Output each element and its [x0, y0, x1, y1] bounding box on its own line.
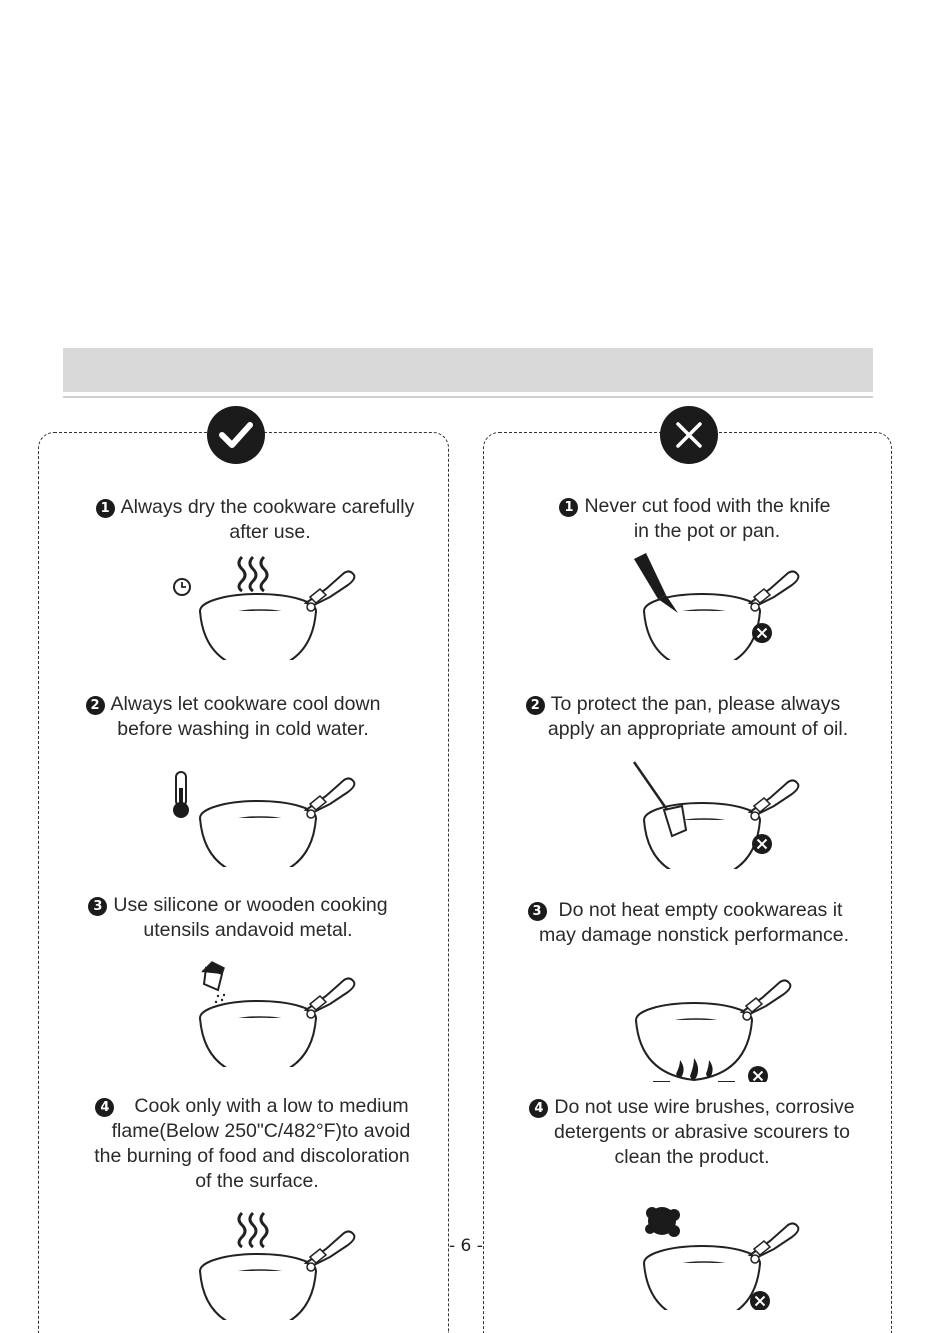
dont-step-4-line1: Do not use wire brushes, corrosive: [554, 1096, 855, 1118]
do-step-2: [58, 692, 408, 742]
dont-step-1-line2: in the pot or pan.: [633, 520, 781, 542]
do-step-2-line2: before washing in cold water.: [117, 718, 369, 740]
do-step-3-line2: utensils andavoid metal.: [143, 919, 353, 941]
banner-divider: [63, 396, 873, 398]
page-number: - 6 -: [449, 1236, 483, 1256]
dont-empty-heat-illustration: [604, 962, 804, 1082]
do-step-4-line2: flame(Below 250"C/482°F)to avoid: [111, 1120, 411, 1142]
do-step-1-line2: after use.: [229, 521, 311, 543]
step-number: 3: [88, 897, 107, 916]
do-step-1: [60, 495, 450, 545]
do-step-2-line1: Always let cookware cool down: [110, 693, 381, 715]
dont-step-1: [530, 494, 860, 544]
do-low-flame-illustration: [168, 1205, 358, 1320]
thermometer-icon: [173, 772, 189, 818]
prohibited-icon: [748, 1066, 768, 1082]
salt-shaker-icon: [202, 962, 225, 1003]
step-number: 1: [559, 498, 578, 517]
dont-step-4-line3: clean the product.: [614, 1146, 770, 1168]
dont-step-3-line1: Do not heat empty cookwareas it: [558, 899, 843, 921]
dont-knife-pan-illustration: [612, 545, 802, 660]
prohibited-icon: [752, 834, 772, 854]
do-step-4: [62, 1094, 442, 1194]
dont-oil-pan-illustration: [612, 754, 802, 869]
dont-step-2-line2: apply an appropriate amount of oil.: [547, 718, 849, 740]
do-step-4-line3: the burning of food and discoloration: [94, 1145, 410, 1167]
step-number: 2: [86, 696, 105, 715]
section-banner: [63, 348, 873, 392]
step-number: 4: [529, 1099, 548, 1118]
dont-step-1-line1: Never cut food with the knife: [584, 495, 831, 517]
dont-step-2: [498, 692, 868, 742]
do-step-3-line1: Use silicone or wooden cooking: [113, 894, 388, 916]
prohibited-icon: [750, 1291, 770, 1310]
timer-icon: [174, 579, 190, 595]
wire-brush-icon: [645, 1207, 680, 1237]
step-number: 2: [526, 696, 545, 715]
dont-step-4-line2: detergents or abrasive scourers to: [554, 1121, 850, 1143]
step-number: 4: [95, 1098, 114, 1117]
dont-step-2-line1: To protect the pan, please always: [550, 693, 841, 715]
step-number: 1: [96, 499, 115, 518]
checkmark-icon: [207, 406, 265, 464]
do-step-4-line1: Cook only with a low to medium: [134, 1095, 409, 1117]
do-utensil-pan-illustration: [168, 952, 358, 1067]
prohibited-icon: [752, 623, 772, 643]
dont-step-3-line2: may damage nonstick performance.: [539, 924, 849, 946]
step-number: 3: [528, 902, 547, 921]
dont-step-3: [500, 898, 870, 948]
do-step-4-line4: of the surface.: [195, 1170, 319, 1192]
do-dry-pan-illustration: [168, 545, 358, 660]
cross-icon: [660, 406, 718, 464]
dont-wire-brush-illustration: [612, 1195, 802, 1310]
do-step-1-line1: Always dry the cookware carefully: [120, 496, 415, 518]
do-step-3: [68, 893, 408, 943]
do-cool-pan-illustration: [168, 752, 358, 867]
dont-step-4: [512, 1095, 872, 1170]
